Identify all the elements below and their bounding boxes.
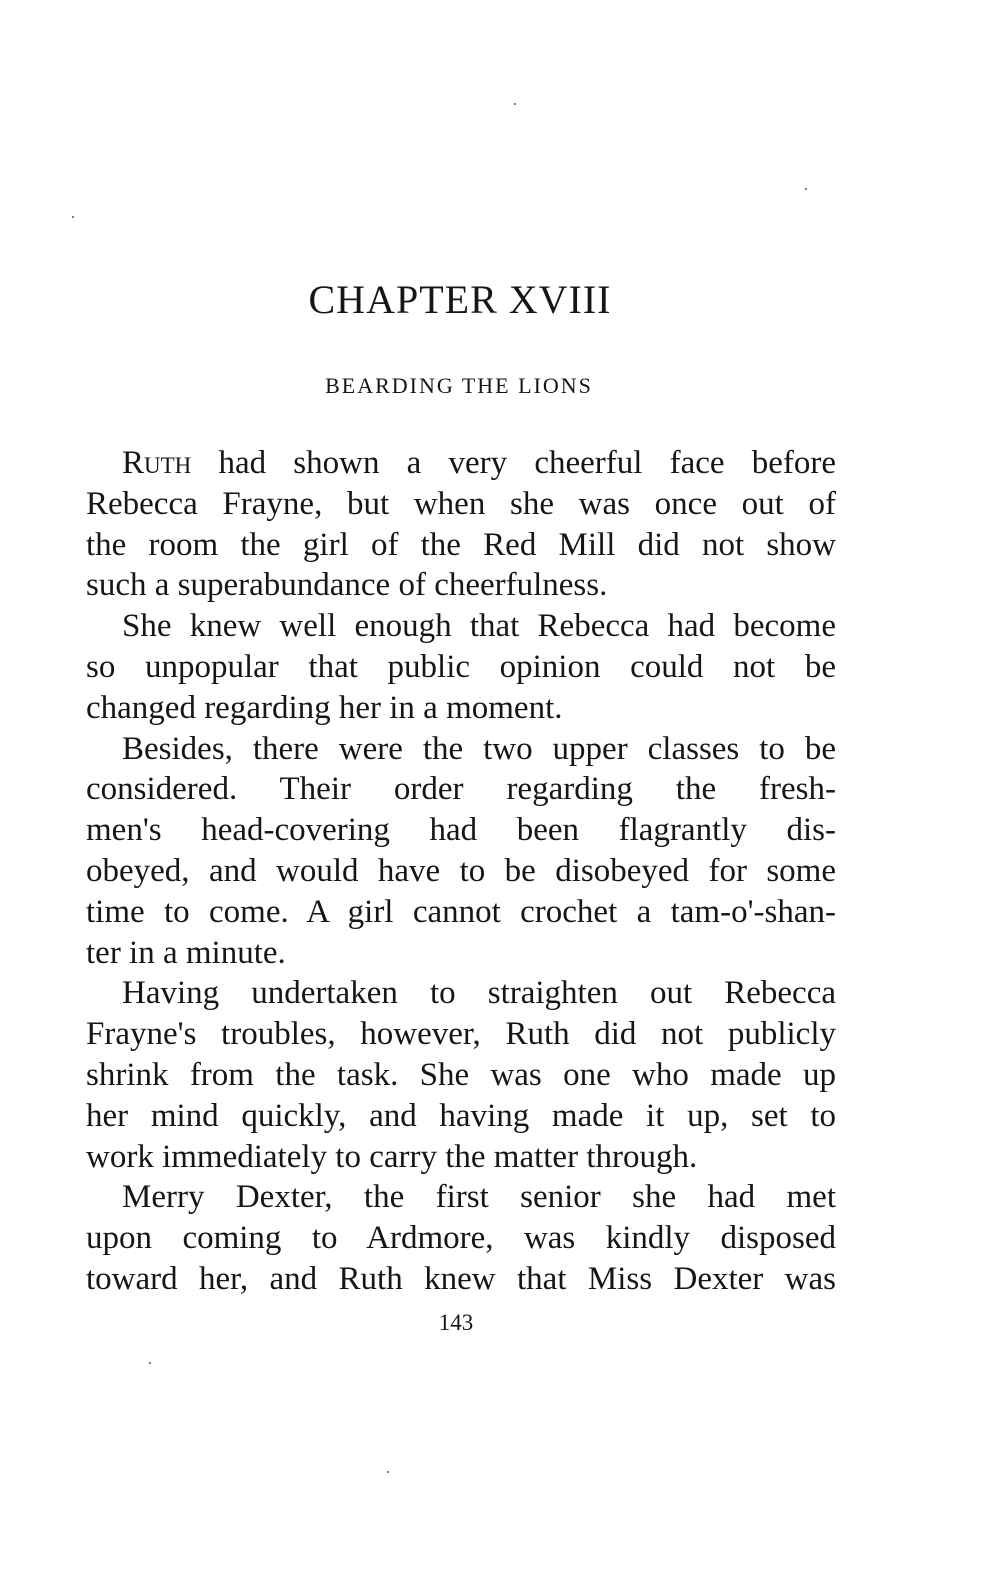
body-text (86, 443, 836, 1300)
text-line: considered. Their order regarding the fresh- (86, 771, 836, 808)
text-line: men's head-covering had been flagrantly dis- (86, 812, 836, 849)
text-line: toward her, and Ruth knew that Miss Dexter was (86, 1260, 836, 1297)
print-speck (514, 103, 516, 105)
print-speck (805, 188, 807, 190)
text-line: so unpopular that public opinion could not be (86, 648, 836, 685)
print-speck (387, 1471, 389, 1473)
text-line: her mind quickly, and having made it up, set to (86, 1097, 836, 1134)
text-line: ter in a minute. (86, 934, 286, 971)
opening-word: Ruth (122, 445, 192, 481)
text-line: Rebecca Frayne, but when she was once out of (86, 485, 836, 522)
text-line (86, 443, 836, 484)
text-line: such a superabundance of cheerfulness. (86, 567, 608, 604)
text-line: shrink from the task. She was one who made up (86, 1056, 836, 1093)
text-line: obeyed, and would have to be disobeyed for some (86, 852, 836, 889)
print-speck (149, 1362, 151, 1364)
text-line: time to come. A girl cannot crochet a tam-o'-shan- (86, 893, 836, 930)
chapter-title: CHAPTER XVIII (308, 277, 612, 322)
text-line: She knew well enough that Rebecca had become (122, 608, 836, 645)
text-line: Having undertaken to straighten out Rebecca (122, 975, 836, 1012)
text-line: changed regarding her in a moment. (86, 689, 563, 726)
text-line: Merry Dexter, the first senior she had met (122, 1179, 836, 1216)
text-line: the room the girl of the Red Mill did not show (86, 526, 836, 563)
text-line: upon coming to Ardmore, was kindly disposed (86, 1220, 836, 1257)
print-speck (72, 216, 74, 218)
text-line-content: had shown a very cheerful face before (191, 445, 836, 481)
chapter-subtitle: BEARDING THE LIONS (325, 373, 593, 398)
text-line: work immediately to carry the matter through. (86, 1138, 698, 1175)
text-line: Frayne's troubles, however, Ruth did not publicly (86, 1016, 836, 1053)
text-line: Besides, there were the two upper classes to be (122, 730, 836, 767)
page-number: 143 (438, 1310, 474, 1335)
